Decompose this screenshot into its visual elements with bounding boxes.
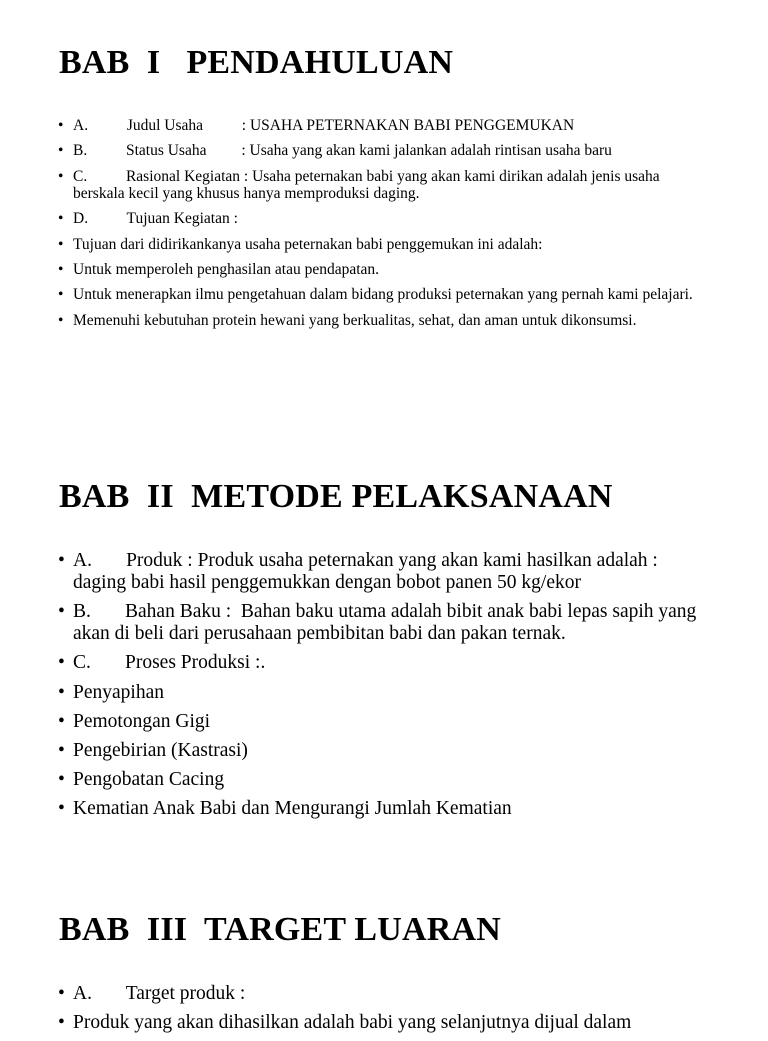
bullet-list bbox=[58, 550, 702, 828]
list-item: • D. Tujuan Kegiatan : bbox=[58, 210, 238, 228]
bullet-icon: • bbox=[58, 210, 64, 228]
bullet-icon: • bbox=[58, 1012, 65, 1034]
list-item: • Pengebirian (Kastrasi) bbox=[58, 739, 248, 761]
list-item: • Untuk memperoleh penghasilan atau pendapatan. bbox=[58, 260, 380, 278]
bullet-icon: • bbox=[58, 769, 65, 791]
list-item: • Untuk menerapkan ilmu pengetahuan dalam bidang produksi peternakan yang pernah kami pelajari. bbox=[58, 286, 693, 304]
bullet-icon: • bbox=[58, 311, 64, 329]
list-item: • A. Target produk : bbox=[58, 983, 246, 1004]
list-item: • Tujuan dari didirikankanya usaha peternakan babi penggemukan ini adalah: bbox=[58, 235, 543, 253]
list-item: • Memenuhi kebutuhan protein hewani yang berkualitas, sehat, dan aman untuk dikonsumsi. bbox=[58, 311, 637, 329]
list-item: • B. Status Usaha : Usaha yang akan kami jalankan adalah rintisan usaha baru bbox=[58, 142, 612, 160]
list-item: • C. Proses Produksi :. bbox=[58, 652, 266, 674]
bullet-icon: • bbox=[58, 983, 65, 1004]
bullet-icon: • bbox=[58, 260, 64, 278]
list-item: • Produk yang akan dihasilkan adalah babi yang selanjutnya dijual dalam bbox=[58, 1012, 632, 1034]
bullet-icon: • bbox=[58, 167, 64, 185]
list-item: • A. Produk : Produk usaha peternakan yang akan kami hasilkan adalah : daging babi hasil penggemukkan dengan bobot panen 50 kg/ekor bbox=[58, 550, 663, 593]
list-item: • Pengobatan Cacing bbox=[58, 769, 225, 791]
bullet-icon: • bbox=[58, 286, 64, 304]
bullet-icon: • bbox=[58, 681, 65, 703]
bullet-icon: • bbox=[58, 235, 64, 253]
section-heading: BAB I PENDAHULUAN bbox=[59, 44, 454, 81]
bullet-icon: • bbox=[58, 117, 64, 134]
list-item: • Kematian Anak Babi dan Mengurangi Jumlah Kematian bbox=[58, 798, 512, 820]
bullet-list bbox=[58, 983, 718, 1041]
bullet-icon: • bbox=[58, 652, 65, 674]
section-heading: BAB II METODE PELAKSANAAN bbox=[59, 478, 613, 515]
bullet-icon: • bbox=[58, 798, 65, 820]
list-item: • C. Rasional Kegiatan : Usaha peternakan babi yang akan kami dirikan adalah jenis usaha berskala kecil yang khusus hanya memproduksi daging. bbox=[58, 167, 664, 202]
bullet-icon: • bbox=[58, 601, 65, 623]
bullet-icon: • bbox=[58, 710, 65, 732]
section-heading: BAB III TARGET LUARAN bbox=[59, 911, 501, 948]
bullet-icon: • bbox=[58, 142, 64, 160]
list-item: • Pemotongan Gigi bbox=[58, 710, 211, 732]
list-item: • Penyapihan bbox=[58, 681, 164, 703]
list-item: • A. Judul Usaha : USAHA PETERNAKAN BABI PENGGEMUKAN bbox=[58, 117, 575, 134]
bullet-list bbox=[58, 117, 698, 337]
bullet-icon: • bbox=[58, 739, 65, 761]
list-item: • B. Bahan Baku : Bahan baku utama adalah bibit anak babi lepas sapih yang akan di beli dari perusahaan pembibitan babi dan pakan ternak. bbox=[58, 601, 702, 645]
bullet-icon: • bbox=[58, 550, 65, 571]
